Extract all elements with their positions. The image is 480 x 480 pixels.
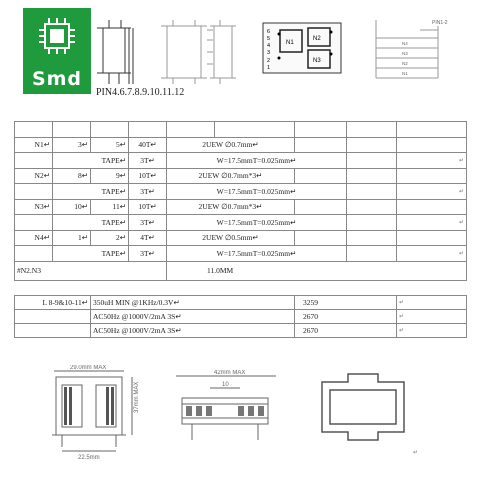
turns: 3T↵: [129, 184, 167, 200]
turns: 10T↵: [129, 199, 167, 215]
core-top-view-drawing: [318, 372, 408, 442]
front-bottom-dimension: 22.5mm: [78, 455, 100, 460]
turns: 40T↵: [129, 137, 167, 153]
start-pin: 8↵: [53, 168, 91, 184]
end-pin: 5↵: [91, 137, 129, 153]
winding-label: N2: [313, 36, 321, 42]
layer-label: N4: [402, 41, 408, 46]
test-spec: AC50Hz @1000V/2mA 3S↵: [91, 323, 295, 337]
bottom-mark: ↵: [413, 450, 419, 456]
logo-text: Smd: [31, 68, 83, 90]
wire-spec: 2UEW ∅0.7mm*3↵: [167, 199, 295, 215]
test-pins: L 8-9&10-11↵: [15, 295, 91, 309]
test-row: [15, 323, 467, 337]
row-mark: ↵: [397, 184, 467, 200]
layer-label: N2: [402, 61, 408, 66]
end-pin: 2↵: [91, 230, 129, 246]
wire-spec: 2UEW ∅0.7mm↵: [167, 137, 295, 153]
winding-row: [15, 230, 467, 246]
test-row: [15, 309, 467, 323]
winding-schematic: [262, 22, 342, 74]
turns: 10T↵: [129, 168, 167, 184]
wire-spec: 2UEW ∅0.5mm↵: [167, 230, 295, 246]
bobbin-pin-drawing: [93, 18, 138, 86]
winding-name: N4↵: [15, 230, 53, 246]
winding-row: [15, 168, 467, 184]
pin-number: 5: [267, 36, 271, 42]
pin-number: 2: [267, 58, 271, 64]
wire-spec: W=17.5mmT=0.025mm↵: [167, 215, 347, 231]
front-top-dimension: 29.0mm MAX: [70, 365, 107, 371]
turns: 3T↵: [129, 153, 167, 169]
winding-label: N1: [286, 40, 294, 46]
bobbin-side-drawing: [210, 20, 238, 84]
row-mark: ↵: [397, 246, 467, 262]
row-mark: ↵: [397, 323, 467, 337]
wire-spec: 2UEW ∅0.7mm*3↵: [167, 168, 295, 184]
pin-number: 4: [267, 43, 271, 49]
start-pin: 1↵: [53, 230, 91, 246]
side-inner-dimension: 10: [222, 382, 229, 388]
winding-label: N3: [313, 58, 321, 64]
winding-layer-diagram: [370, 16, 450, 82]
test-spec: AC50Hz @1000V/2mA 3S↵: [91, 309, 295, 323]
chip-icon: [37, 18, 77, 54]
layer-title: PIN1-2: [432, 20, 448, 26]
end-pin: 11↵: [91, 199, 129, 215]
winding-name: N2↵: [15, 168, 53, 184]
bobbin-outline-drawing: [159, 20, 217, 84]
row-mark: ↵: [397, 153, 467, 169]
winding-name: N1↵: [15, 137, 53, 153]
wire-spec: W=17.5mmT=0.025mm↵: [167, 184, 347, 200]
layer-label: N1: [402, 71, 408, 76]
end-pin: 9↵: [91, 168, 129, 184]
row-mark: ↵: [397, 215, 467, 231]
winding-name: N3↵: [15, 199, 53, 215]
tape-label: TAPE↵: [53, 153, 129, 169]
wire-spec: W=17.5mmT=0.025mm↵: [167, 153, 347, 169]
pin-number: 3: [267, 50, 271, 56]
tape-label: TAPE↵: [53, 246, 129, 262]
spacing-label: #N2.N3: [15, 261, 167, 280]
turns: 3T↵: [129, 215, 167, 231]
spacing-row: [15, 261, 467, 280]
turns: 4T↵: [129, 230, 167, 246]
layer-label: N3: [402, 51, 408, 56]
test-value: 2670: [295, 309, 397, 323]
winding-row: [15, 199, 467, 215]
tape-row: [15, 246, 467, 262]
tape-row: [15, 215, 467, 231]
tape-row: [15, 153, 467, 169]
test-row: [15, 295, 467, 309]
spacer-row: [15, 280, 467, 295]
start-pin: 3↵: [53, 137, 91, 153]
tape-row: [15, 184, 467, 200]
wire-spec: W=17.5mmT=0.025mm↵: [167, 246, 347, 262]
winding-spec-table: [14, 121, 467, 338]
side-dimension-drawing: [170, 370, 285, 455]
header-row: [15, 122, 467, 138]
start-pin: 10↵: [53, 199, 91, 215]
pin-number: 1: [267, 65, 271, 71]
pin-number: 6: [267, 29, 271, 35]
turns: 3T↵: [129, 246, 167, 262]
row-mark: ↵: [397, 295, 467, 309]
pin-note: PIN4.6.7.8.9.10.11.12: [96, 87, 185, 98]
test-value: 2670: [295, 323, 397, 337]
test-spec: 350uH MIN @1KHz/0.3V↵: [91, 295, 295, 309]
front-dimension-drawing: [40, 365, 150, 460]
front-side-dimension: 37mm MAX: [134, 381, 140, 413]
spacing-value: 11.0MM: [167, 261, 467, 280]
test-value: 3259: [295, 295, 397, 309]
smd-logo: [23, 8, 91, 94]
winding-row: [15, 137, 467, 153]
side-top-dimension: 42mm MAX: [214, 370, 246, 376]
tape-label: TAPE↵: [53, 184, 129, 200]
row-mark: ↵: [397, 309, 467, 323]
tape-label: TAPE↵: [53, 215, 129, 231]
